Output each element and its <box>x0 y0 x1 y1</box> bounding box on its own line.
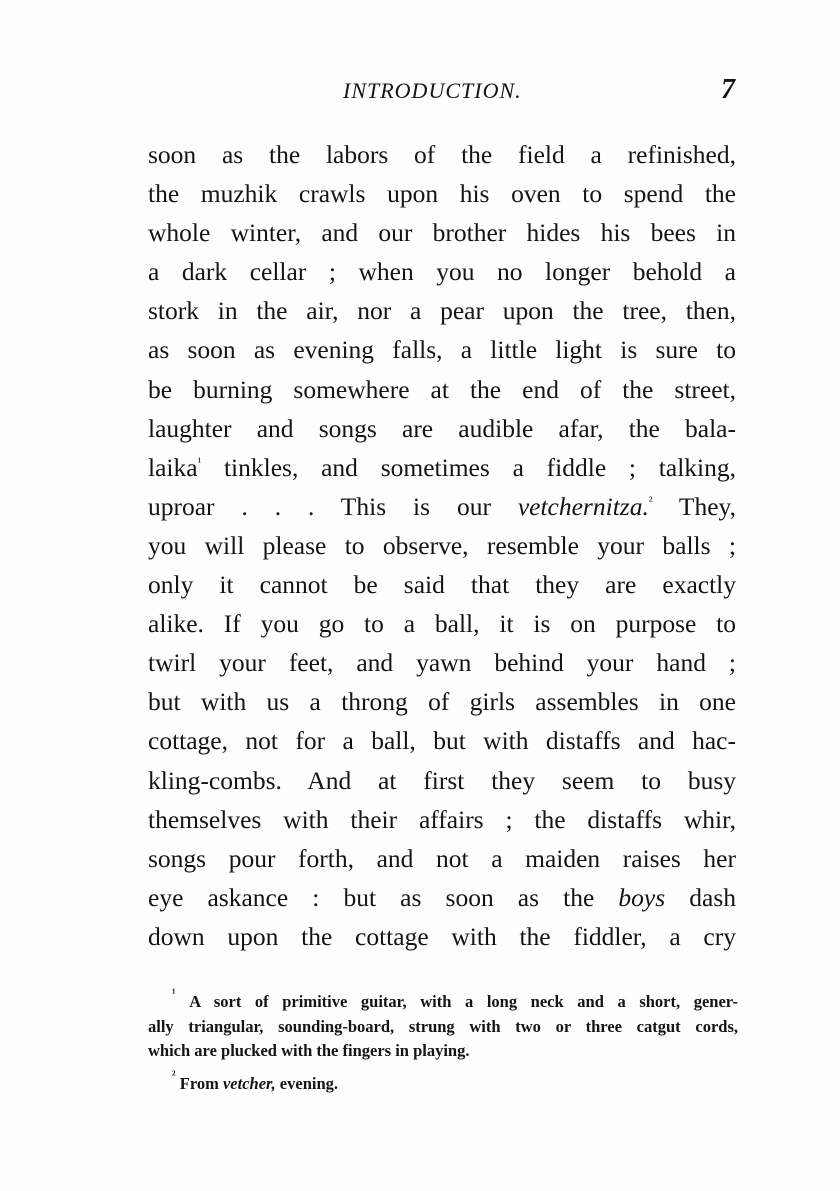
text-line: but with us a throng of girls assembles in one <box>148 687 736 717</box>
body-text <box>148 135 736 956</box>
footnote-line: $^{^1}$ A sort of primitive guitar, with a long neck and a short, gener- <box>172 986 739 1011</box>
text-line: twirl your feet, and yawn behind your hand ; <box>148 648 736 678</box>
text-line: a dark cellar ; when you no longer behold a <box>148 257 736 287</box>
footnote-line: which are plucked with the fingers in playing. <box>148 1041 470 1060</box>
text-line: cottage, not for a ball, but with distaffs and hac- <box>148 726 736 756</box>
page-header <box>148 76 738 110</box>
text-line: down upon the cottage with the fiddler, a cry <box>148 921 736 951</box>
text-line: the muzhik crawls upon his oven to spend the <box>148 179 736 209</box>
text-line: soon as the labors of the field a refinished, <box>148 140 736 169</box>
text-line: uproar . . . This is our vetchernitza.$^{^2}$ They, <box>148 491 736 521</box>
footnote-ref-2: ² <box>648 493 653 508</box>
text-line: you will please to observe, resemble your balls ; <box>148 530 736 560</box>
footnotes <box>148 986 739 1096</box>
text-line: alike. If you go to a ball, it is on purpose to <box>148 609 736 639</box>
italic-term: vetchernitza. <box>517 491 649 521</box>
text-line: laughter and songs are audible afar, the bala- <box>148 413 736 443</box>
text-line: only it cannot be said that they are exactly <box>148 570 736 600</box>
text-line: stork in the air, nor a pear upon the tree, then, <box>148 296 736 326</box>
text-line: laika$^{^1}$ tinkles, and sometimes a fiddle ; talking, <box>148 452 736 482</box>
text-line: songs pour forth, and not a maiden raises her <box>148 843 736 873</box>
footnote-line: ally triangular, sounding-board, strung with two or three catgut cords, <box>148 1016 738 1036</box>
footnote-marker: ¹ <box>172 986 176 1000</box>
italic-term: boys <box>618 882 666 912</box>
italic-term: vetcher, <box>222 1073 276 1093</box>
footnote-1 <box>148 986 739 1064</box>
page-number: 7 <box>721 74 735 105</box>
text-line: themselves with their affairs ; the distaffs whir, <box>148 804 736 834</box>
footnote-line: $^{^2}$ From vetcher, evening. <box>172 1067 339 1093</box>
text-line: eye askance : but as soon as the boys dash <box>148 882 737 912</box>
text-line: be burning somewhere at the end of the street, <box>148 374 736 404</box>
text-line: whole winter, and our brother hides his bees in <box>148 218 736 248</box>
footnote-ref-1: ¹ <box>197 454 202 469</box>
footnote-2 <box>148 1067 738 1097</box>
footnote-marker: ² <box>172 1067 176 1082</box>
text-line: as soon as evening falls, a little light is sure to <box>148 335 736 365</box>
text-line: kling-combs. And at first they seem to busy <box>148 765 736 795</box>
running-head: INTRODUCTION. <box>343 78 522 103</box>
